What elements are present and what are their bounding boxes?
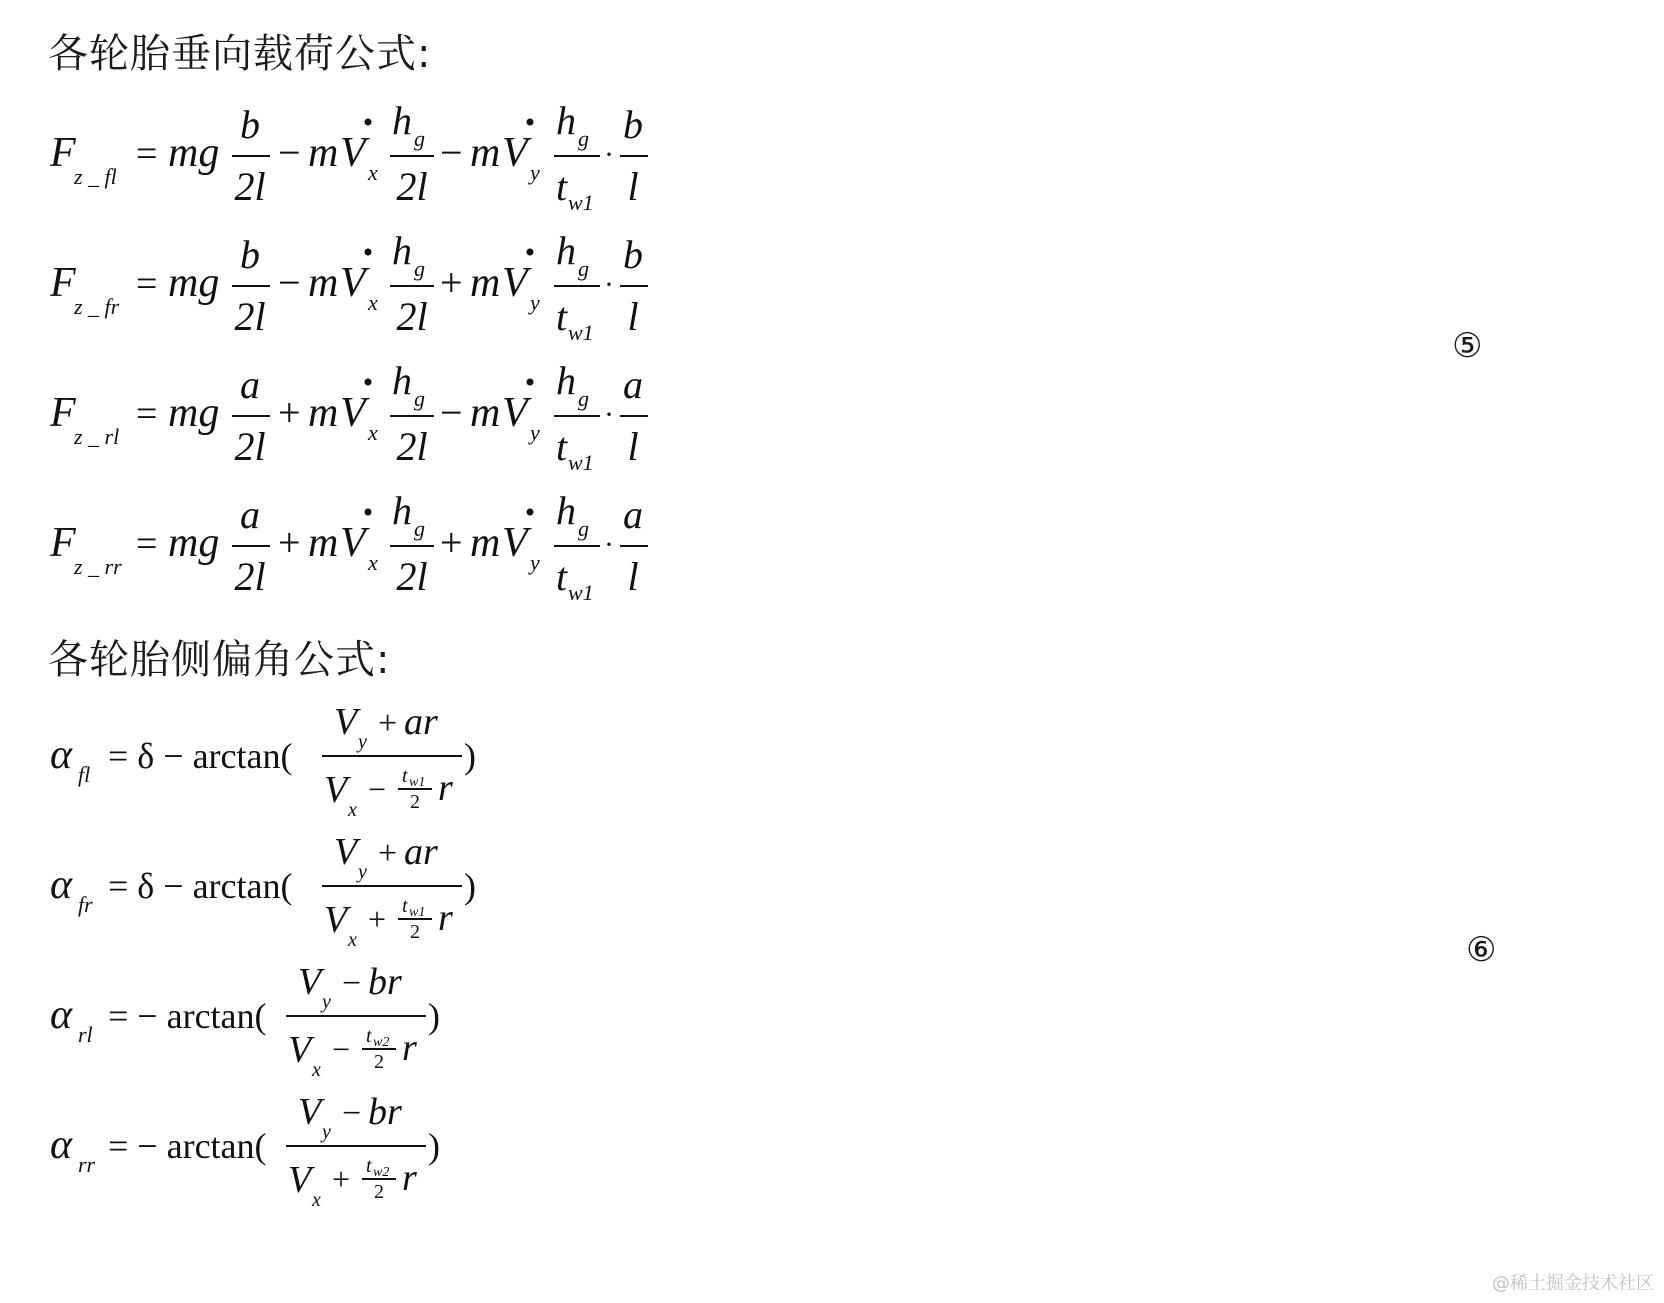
alpha-symbol: α [50,1122,73,1168]
mass-gravity: mg [168,390,220,436]
velocity-lat: V [502,130,528,176]
heading-slip-angle: 各轮胎侧偏角公式: [48,637,391,683]
arctan-expression: = − arctan( [108,1126,267,1166]
mass-lat: m [470,260,501,306]
velocity-dot-lat [527,249,534,256]
force-subscript: z _ fl [74,164,117,189]
force-subscript: z _ rr [74,554,122,579]
height-sub-long: g [414,256,425,281]
velocity-sub-x: x [368,420,378,445]
track-denominator: 2 [410,921,420,943]
velocity-sub-x: x [368,160,378,185]
height-num-lat: h [556,490,576,533]
multiply-dot: · [604,268,614,301]
alpha-subscript: fl [78,762,91,787]
numerator-velocity: V [334,701,358,743]
track-subscript: w1 [409,775,426,790]
numerator-sub-y: y [358,861,367,883]
alpha-symbol: α [50,732,73,778]
velocity-sub-y: y [530,420,540,445]
height-sub-long: g [414,126,425,151]
velocity-dot-long [365,249,372,256]
slip-angle-equation-fr [50,830,550,955]
close-paren: ) [464,736,476,776]
force-symbol: F [50,520,76,566]
denominator-velocity: V [324,769,348,811]
track-subscript: w2 [373,1165,390,1180]
denominator-sign: − [368,771,387,807]
yaw-rate: r [438,767,453,809]
yaw-rate: r [402,1027,417,1069]
lateral-sign: + [440,520,463,565]
mass-long: m [308,260,339,306]
ratio-numerator: b [623,232,643,277]
height-num-long: h [392,100,412,143]
track-symbol: t [366,1155,372,1177]
height-num-lat: h [556,360,576,403]
height-sub-long: g [414,516,425,541]
alpha-subscript: rl [78,1022,93,1047]
longitudinal-sign: + [278,390,301,435]
ratio-denominator: l [627,424,639,469]
vertical-load-equation-rl [50,360,690,477]
slip-angle-equation-fl [50,700,550,825]
velocity-dot-long [365,379,372,386]
multiply-dot: · [604,138,614,171]
heading-vertical-load: 各轮胎垂向载荷公式: [48,31,432,77]
static-denominator: 2l [234,554,266,599]
close-paren: ) [428,996,440,1036]
equation-number-6: ⑥ [1466,930,1497,970]
velocity-sub-y: y [530,290,540,315]
denominator-sign: + [332,1161,351,1197]
height-num-long: h [392,490,412,533]
velocity-sub-x: x [368,290,378,315]
velocity-lat: V [502,390,528,436]
track-denominator: 2 [374,1181,384,1203]
track-denominator: 2 [410,791,420,813]
denominator-sign: − [332,1031,351,1067]
track-symbol: t [402,765,408,787]
numerator-sign: − [342,1095,362,1132]
height-num-lat: h [556,230,576,273]
numerator-velocity: V [334,831,358,873]
force-symbol: F [50,260,76,306]
velocity-long: V [340,130,366,176]
numerator-velocity: V [298,1091,322,1133]
yaw-rate: r [402,1157,417,1199]
velocity-sub-x: x [368,550,378,575]
denominator-velocity: V [288,1159,312,1201]
arctan-expression: = − arctan( [108,996,267,1036]
static-denominator: 2l [234,424,266,469]
height-sub-long: g [414,386,425,411]
numerator-sub-y: y [358,731,367,753]
force-symbol: F [50,130,76,176]
mass-lat: m [470,520,501,566]
mass-long: m [308,520,339,566]
numerator-sign: + [378,705,398,742]
multiply-dot: · [604,528,614,561]
height-sub-lat: g [578,386,589,411]
static-numerator: a [240,492,260,537]
height-sub-lat: g [578,126,589,151]
denominator-sub-x: x [348,929,357,950]
ratio-numerator: a [623,492,643,537]
numerator-velocity: V [298,961,322,1003]
velocity-dot-lat [527,119,534,126]
static-numerator: b [240,232,260,277]
static-numerator: a [240,362,260,407]
height-sub-lat: g [578,516,589,541]
numerator-sub-y: y [322,991,331,1013]
mass-lat: m [470,390,501,436]
static-denominator: 2l [234,164,266,209]
slip-angle-equation-rl [50,960,550,1085]
force-subscript: z _ rl [74,424,120,449]
velocity-lat: V [502,260,528,306]
track-subscript: w2 [373,1035,390,1050]
height-num-long: h [392,230,412,273]
height-den-long: 2l [396,554,428,599]
vertical-load-equation-fl [50,100,690,217]
static-numerator: b [240,102,260,147]
static-denominator: 2l [234,294,266,339]
lateral-sign: − [440,130,463,175]
mass-lat: m [470,130,501,176]
denominator-sign: + [368,901,387,937]
velocity-dot-long [365,119,372,126]
height-num-long: h [392,360,412,403]
track-subscript: w1 [568,580,594,602]
mass-long: m [308,130,339,176]
equals-sign: = [136,393,158,435]
velocity-dot-lat [527,509,534,516]
mass-long: m [308,390,339,436]
alpha-subscript: rr [78,1152,96,1177]
track-symbol: t [366,1025,372,1047]
slip-angle-equation-rr [50,1090,550,1215]
ratio-denominator: l [627,554,639,599]
numerator-term: ar [404,701,438,743]
mass-gravity: mg [168,260,220,306]
close-paren: ) [464,866,476,906]
track-symbol: t [556,554,568,599]
denominator-sub-x: x [312,1059,321,1080]
force-subscript: z _ fr [74,294,120,319]
height-den-long: 2l [396,294,428,339]
close-paren: ) [428,1126,440,1166]
equals-sign: = [136,133,158,175]
mass-gravity: mg [168,130,220,176]
numerator-sub-y: y [322,1121,331,1143]
vertical-load-equation-rr [50,490,690,607]
equals-sign: = [136,263,158,305]
longitudinal-sign: − [278,260,301,305]
track-subscript: w1 [568,320,594,342]
denominator-velocity: V [324,899,348,941]
height-sub-lat: g [578,256,589,281]
alpha-subscript: fr [78,892,93,917]
track-symbol: t [402,895,408,917]
ratio-denominator: l [627,164,639,209]
force-symbol: F [50,390,76,436]
velocity-long: V [340,390,366,436]
longitudinal-sign: − [278,130,301,175]
alpha-symbol: α [50,862,73,908]
alpha-symbol: α [50,992,73,1038]
numerator-sign: + [378,835,398,872]
mass-gravity: mg [168,520,220,566]
ratio-numerator: a [623,362,643,407]
height-num-lat: h [556,100,576,143]
denominator-sub-x: x [312,1189,321,1210]
arctan-expression: = δ − arctan( [108,736,293,776]
lateral-sign: − [440,390,463,435]
longitudinal-sign: + [278,520,301,565]
velocity-lat: V [502,520,528,566]
ratio-numerator: b [623,102,643,147]
ratio-denominator: l [627,294,639,339]
lateral-sign: + [440,260,463,305]
denominator-velocity: V [288,1029,312,1071]
height-den-long: 2l [396,164,428,209]
track-subscript: w1 [568,190,594,212]
height-den-long: 2l [396,424,428,469]
velocity-sub-y: y [530,550,540,575]
track-symbol: t [556,294,568,339]
equals-sign: = [136,523,158,565]
numerator-term: br [368,1091,402,1133]
numerator-term: br [368,961,402,1003]
denominator-sub-x: x [348,799,357,820]
numerator-sign: − [342,965,362,1002]
velocity-sub-y: y [530,160,540,185]
velocity-long: V [340,260,366,306]
velocity-long: V [340,520,366,566]
track-subscript: w1 [409,905,426,920]
vertical-load-equation-fr [50,230,690,347]
track-denominator: 2 [374,1051,384,1073]
track-symbol: t [556,164,568,209]
watermark: @稀土掘金技术社区 [1492,1273,1654,1294]
equation-number-5: ⑤ [1452,326,1483,366]
velocity-dot-long [365,509,372,516]
yaw-rate: r [438,897,453,939]
track-symbol: t [556,424,568,469]
arctan-expression: = δ − arctan( [108,866,293,906]
velocity-dot-lat [527,379,534,386]
numerator-term: ar [404,831,438,873]
track-subscript: w1 [568,450,594,472]
multiply-dot: · [604,398,614,431]
